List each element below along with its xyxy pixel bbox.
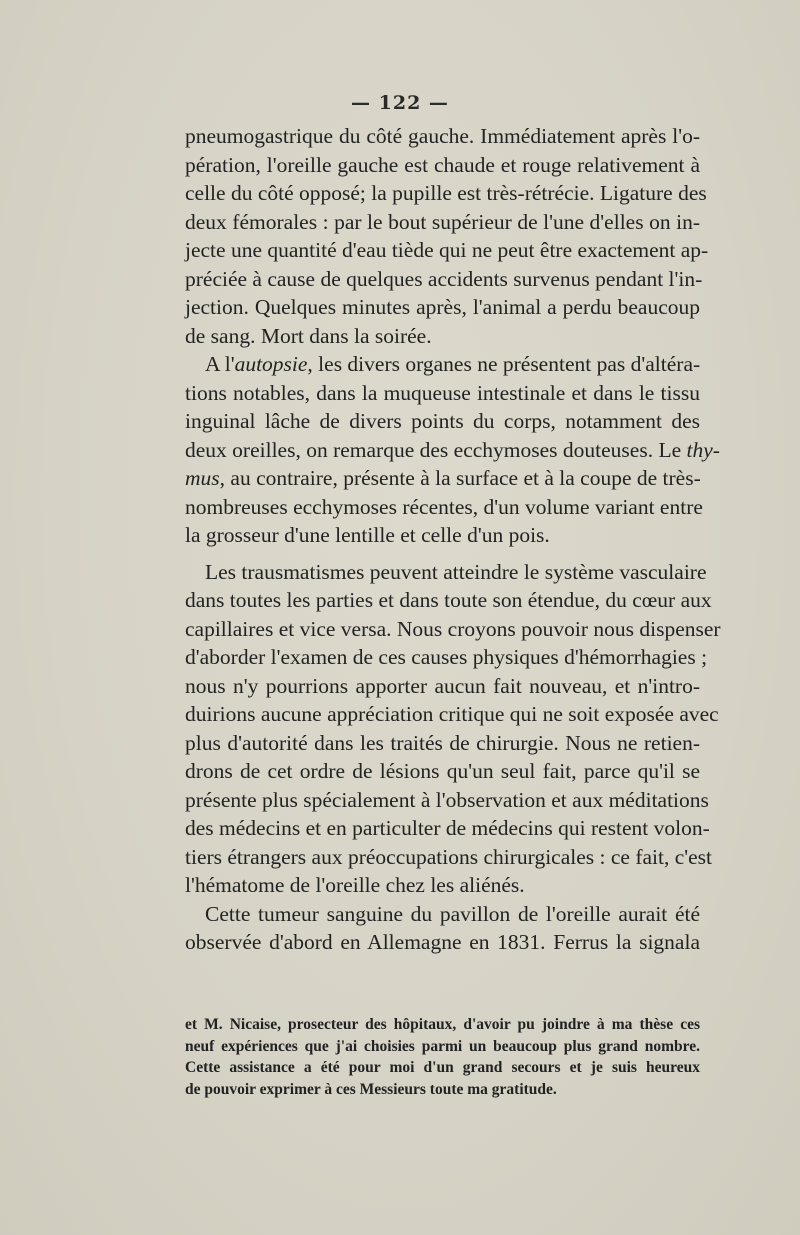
text-line: préciée à cause de quelques accidents survenus pendant l'in- xyxy=(185,266,703,291)
text-line: pération, l'oreille gauche est chaude et rouge relativement à xyxy=(185,152,700,177)
text-line: nous n'y pourrions apporter aucun fait nouveau, et n'intro- xyxy=(185,673,700,698)
text-line: capillaires et vice versa. Nous croyons pouvoir nous dispenser xyxy=(185,616,721,641)
text-line: Cette tumeur sanguine du pavillon de l'oreille aurait été xyxy=(205,901,700,926)
text-line: jecte une quantité d'eau tiède qui ne peut être exactement ap- xyxy=(185,238,709,262)
text-line: drons de cet ordre de lésions qu'un seul fait, parce qu'il se xyxy=(185,759,700,783)
text-line: dans toutes les parties et dans toute son étendue, du cœur aux xyxy=(185,588,712,612)
text-line: la grosseur d'une lentille et celle d'un pois. xyxy=(185,523,550,547)
italic-term: thy- xyxy=(686,437,720,462)
text-line: l'hématome de l'oreille chez les aliénés. xyxy=(185,873,525,897)
paragraph-4 xyxy=(185,900,700,957)
text-line: tions notables, dans la muqueuse intestinale et dans le tissu xyxy=(185,380,700,405)
text-line: plus d'autorité dans les traités de chirurgie. Nous ne retien- xyxy=(185,730,700,755)
body-text xyxy=(185,122,721,957)
text-line: deux fémorales : par le bout supérieur de l'une d'elles on in- xyxy=(185,209,700,234)
text-line: deux oreilles, on remarque des ecchymoses douteuses. Le thy- xyxy=(185,437,720,462)
text-line: duirions aucune appréciation critique qui ne soit exposée avec xyxy=(185,702,719,726)
page-number: — 122 — xyxy=(351,92,449,114)
paragraph-1 xyxy=(185,122,709,350)
text-line: nombreuses ecchymoses récentes, d'un volume variant entre xyxy=(185,494,703,519)
text-line: de sang. Mort dans la soirée. xyxy=(185,323,432,348)
text-line: des médecins et en particulter de médecins qui restent volon- xyxy=(185,816,710,840)
footnote-line: Cette assistance a été pour moi d'un grand secours et je suis heureux xyxy=(185,1059,700,1076)
footnote-line: de pouvoir exprimer à ces Messieurs toute ma gratitude. xyxy=(185,1080,557,1098)
italic-term: mus xyxy=(185,466,220,490)
paragraph-2 xyxy=(185,350,720,550)
text-line: pneumogastrique du côté gauche. Immédiatement après l'o- xyxy=(185,124,700,148)
text-line: observée d'abord en Allemagne en 1831. Ferrus la signala xyxy=(185,930,700,954)
text-line: A l'autopsie, les divers organes ne présentent pas d'altéra- xyxy=(205,352,701,376)
text-line: celle du côté opposé; la pupille est très-rétrécie. Ligature des xyxy=(185,181,707,205)
text-line: tiers étrangers aux préoccupations chirurgicales : ce fait, c'est xyxy=(185,844,713,869)
footnote xyxy=(185,1014,700,1100)
text-line: d'aborder l'examen de ces causes physiques d'hémorrhagies ; xyxy=(185,645,708,669)
italic-term: autopsie xyxy=(234,352,308,376)
text-line: présente plus spécialement à l'observation et aux méditations xyxy=(185,787,709,812)
paragraph-3 xyxy=(185,558,721,900)
text-line: Les trausmatismes peuvent atteindre le système vasculaire xyxy=(205,559,707,584)
footnote-line: et M. Nicaise, prosecteur des hôpitaux, d'avoir pu joindre à ma thèse ces xyxy=(185,1016,700,1033)
paragraph-spacer xyxy=(185,550,700,558)
text-line: mus, au contraire, présente à la surface et à la coupe de très- xyxy=(185,466,701,490)
text-line: inguinal lâche de divers points du corps, notamment des xyxy=(185,409,700,433)
footnote-line: neuf expériences que j'ai choisies parmi un beaucoup plus grand nombre. xyxy=(185,1037,700,1055)
text-line: jection. Quelques minutes après, l'animal a perdu beaucoup xyxy=(185,295,700,319)
